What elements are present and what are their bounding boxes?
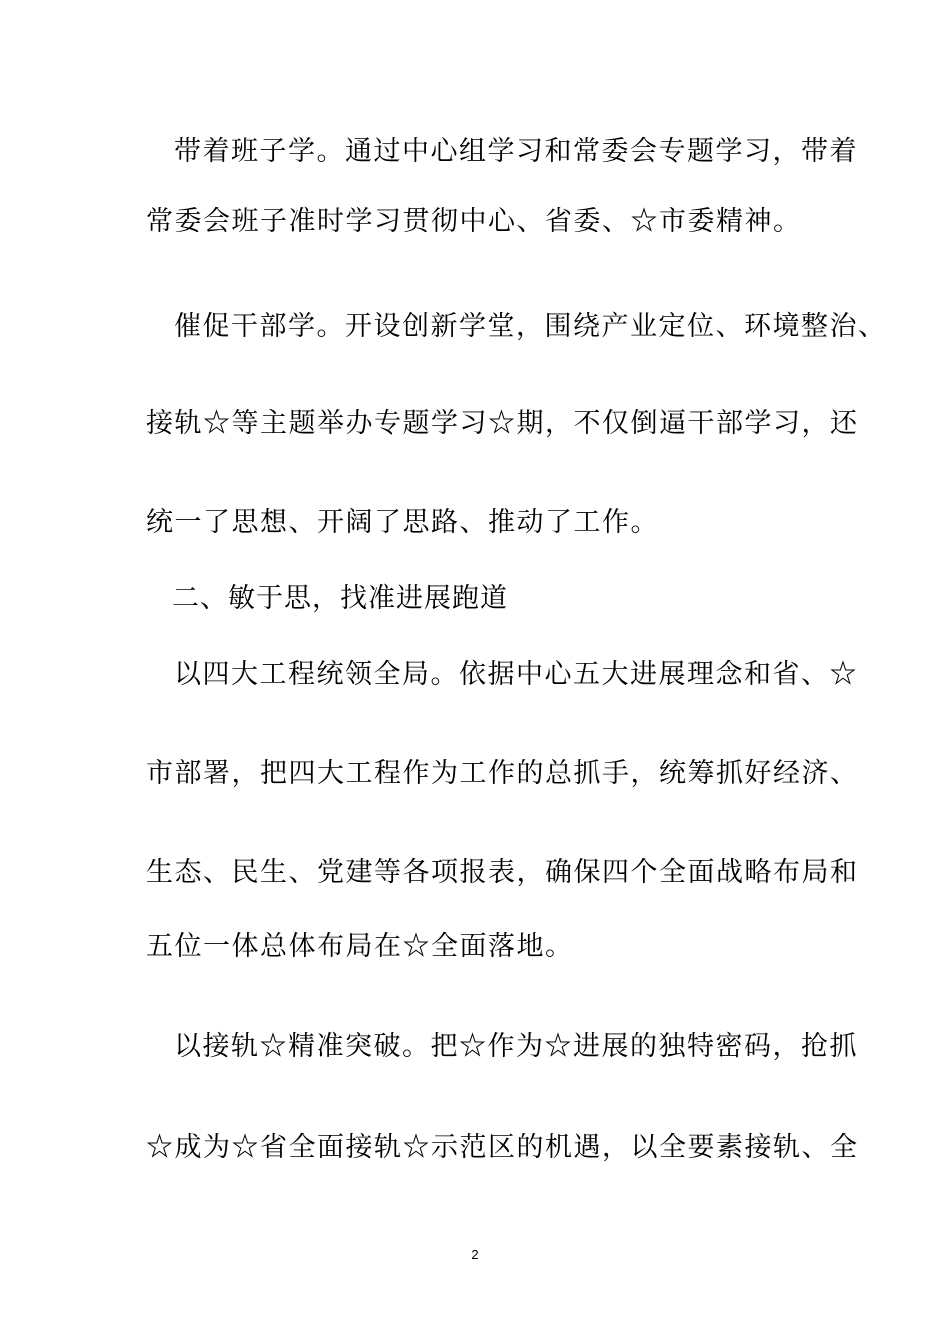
paragraph-line: 催促干部学。开设创新学堂，围绕产业定位、环境整治、 (174, 311, 887, 342)
paragraph-line: 接轨☆等主题举办专题学习☆期，不仅倒逼干部学习，还 (146, 408, 859, 439)
paragraph-line: 常委会班子准时学习贯彻中心、省委、☆市委精神。 (146, 206, 802, 237)
page-number: 2 (471, 1247, 479, 1262)
paragraph-line: 生态、民生、党建等各项报表，确保四个全面战略布局和 (146, 857, 859, 888)
paragraph-line: 五位一体总体布局在☆全面落地。 (146, 931, 574, 962)
paragraph-line: 市部署，把四大工程作为工作的总抓手，统筹抓好经济、 (146, 758, 859, 789)
paragraph-line: ☆成为☆省全面接轨☆示范区的机遇，以全要素接轨、全 (146, 1132, 859, 1163)
section-heading: 二、敏于思，找准进展跑道 (172, 583, 508, 614)
paragraph-line: 统一了思想、开阔了思路、推动了工作。 (146, 507, 659, 538)
paragraph-line: 以接轨☆精准突破。把☆作为☆进展的独特密码，抢抓 (174, 1031, 858, 1062)
paragraph-line: 以四大工程统领全局。依据中心五大进展理念和省、☆ (174, 659, 858, 690)
paragraph-line: 带着班子学。通过中心组学习和常委会专题学习，带着 (174, 136, 858, 167)
